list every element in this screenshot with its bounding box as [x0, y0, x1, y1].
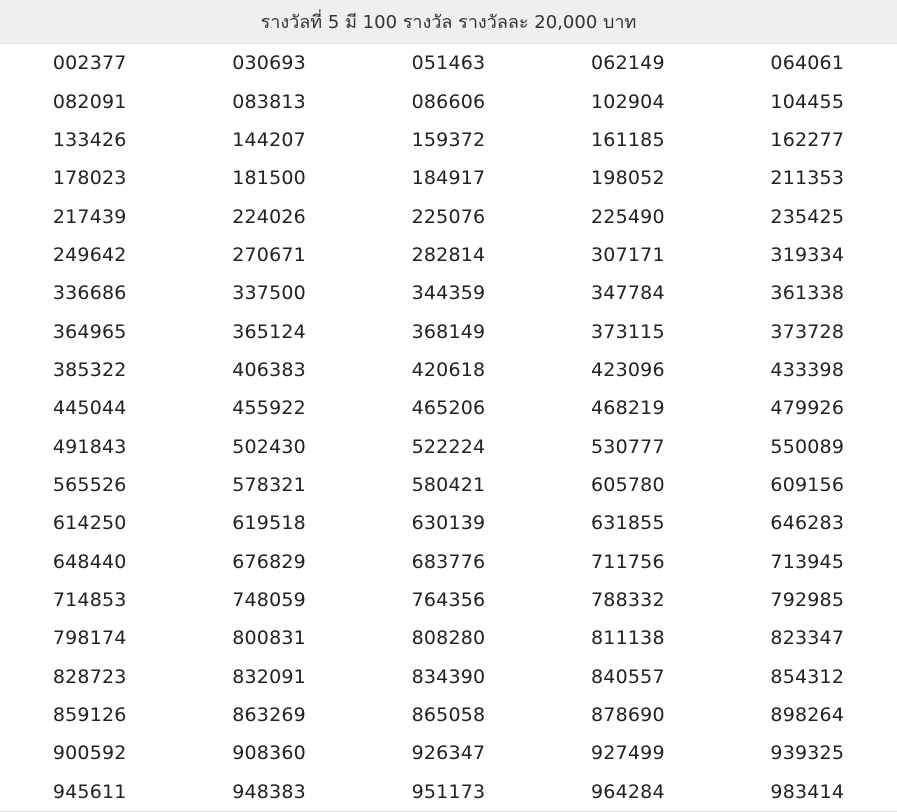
prize-number-row	[0, 159, 897, 197]
prize-number: 748059	[232, 588, 306, 611]
prize-number-row	[0, 619, 897, 657]
prize-number: 764356	[411, 588, 486, 611]
prize-number: 319334	[770, 243, 845, 266]
prize-number: 270671	[232, 243, 306, 266]
prize-number: 865058	[411, 704, 486, 727]
prize-number: 479926	[770, 397, 845, 420]
prize-number: 800831	[232, 627, 306, 650]
prize-number: 249642	[52, 243, 127, 266]
prize-number: 161185	[591, 128, 665, 151]
prize-number: 878690	[591, 704, 665, 727]
prize-number: 491843	[52, 435, 127, 458]
prize-number: 788332	[591, 588, 665, 611]
prize-number: 614250	[52, 512, 127, 535]
prize-number: 676829	[232, 550, 306, 573]
prize-number-row	[0, 542, 897, 580]
prize-number: 898264	[770, 704, 845, 727]
prize-number: 580421	[411, 473, 486, 496]
prize-number: 178023	[52, 167, 127, 190]
prize-number-row	[0, 773, 897, 811]
prize-number: 619518	[232, 512, 306, 535]
prize-number: 104455	[770, 90, 845, 113]
prize-number: 854312	[770, 665, 845, 688]
prize-number: 420618	[411, 358, 486, 381]
prize-number: 423096	[591, 358, 665, 381]
prize-number: 373728	[770, 320, 845, 343]
prize-number: 361338	[770, 282, 845, 305]
prize-number: 433398	[770, 358, 845, 381]
prize-number: 863269	[232, 704, 306, 727]
prize-number: 368149	[411, 320, 486, 343]
prize-number: 926347	[411, 742, 486, 765]
prize-number: 808280	[411, 627, 486, 650]
prize-number-row	[0, 696, 897, 734]
prize-number: 900592	[52, 742, 127, 765]
prize-number-row	[0, 351, 897, 389]
prize-number: 465206	[411, 397, 486, 420]
prize-number: 336686	[52, 282, 127, 305]
prize-number-row	[0, 197, 897, 235]
prize-number: 502430	[232, 435, 306, 458]
prize-number: 385322	[52, 358, 127, 381]
prize-number: 144207	[232, 128, 306, 151]
prize-number: 445044	[52, 397, 127, 420]
prize-number: 225490	[591, 205, 665, 228]
prize-number: 468219	[591, 397, 665, 420]
prize-number: 224026	[232, 205, 306, 228]
prize-number-row	[0, 121, 897, 159]
prize-number: 133426	[52, 128, 127, 151]
prize-number-row	[0, 734, 897, 772]
prize-number: 713945	[770, 550, 845, 573]
prize-number-row	[0, 466, 897, 504]
prize-number: 823347	[770, 627, 845, 650]
prize-number: 198052	[591, 167, 665, 190]
prize-number: 859126	[52, 704, 127, 727]
prize-number: 235425	[770, 205, 845, 228]
prize-number: 102904	[591, 90, 665, 113]
prize-number: 605780	[591, 473, 665, 496]
prize-number: 711756	[591, 550, 665, 573]
prize-number: 307171	[591, 243, 665, 266]
prize-number: 344359	[411, 282, 486, 305]
prize-number: 646283	[770, 512, 845, 535]
prize-number: 455922	[232, 397, 306, 420]
prize-number: 927499	[591, 742, 665, 765]
prize-number: 648440	[52, 550, 127, 573]
prize-number: 908360	[232, 742, 306, 765]
prize-number: 840557	[591, 665, 665, 688]
prize-number: 939325	[770, 742, 845, 765]
prize-number: 798174	[52, 627, 127, 650]
prize-number: 964284	[591, 780, 665, 803]
prize-number: 225076	[411, 205, 486, 228]
prize-number: 834390	[411, 665, 486, 688]
prize-number: 083813	[232, 90, 306, 113]
prize-number: 062149	[591, 52, 665, 75]
prize-number: 578321	[232, 473, 306, 496]
prize-number: 159372	[411, 128, 486, 151]
prize-number: 347784	[591, 282, 665, 305]
prize-number: 792985	[770, 588, 845, 611]
prize-number: 714853	[52, 588, 127, 611]
prize-number: 550089	[770, 435, 845, 458]
prize-number: 082091	[52, 90, 127, 113]
prize-number-row	[0, 504, 897, 542]
prize-number: 181500	[232, 167, 306, 190]
prize-number: 945611	[52, 780, 127, 803]
prize-number: 162277	[770, 128, 845, 151]
prize-5-title: รางวัลที่ 5 มี 100 รางวัล รางวัลละ 20,000 บาท	[0, 0, 897, 44]
prize-header-row	[0, 0, 897, 44]
prize-number: 282814	[411, 243, 486, 266]
prize-number: 030693	[232, 52, 306, 75]
prize-number: 051463	[411, 52, 486, 75]
prize-number: 951173	[411, 780, 486, 803]
prize-number: 630139	[411, 512, 486, 535]
prize-number: 811138	[591, 627, 665, 650]
prize-number-row	[0, 312, 897, 350]
prize-number: 217439	[52, 205, 127, 228]
prize-number-row	[0, 658, 897, 696]
prize-number-row	[0, 581, 897, 619]
prize-number: 184917	[411, 167, 486, 190]
prize-number-row	[0, 274, 897, 312]
prize-number-row	[0, 82, 897, 120]
prize-number: 364965	[52, 320, 127, 343]
prize-number: 365124	[232, 320, 306, 343]
prize-number: 064061	[770, 52, 845, 75]
prize-number: 211353	[770, 167, 845, 190]
prize-number: 002377	[52, 52, 127, 75]
prize-number: 406383	[232, 358, 306, 381]
prize-number: 565526	[52, 473, 127, 496]
prize-number: 522224	[411, 435, 486, 458]
prize-numbers-body	[0, 44, 897, 811]
prize-number-row	[0, 44, 897, 83]
prize-number: 609156	[770, 473, 845, 496]
prize-number-row	[0, 236, 897, 274]
prize-number: 086606	[411, 90, 486, 113]
prize-number: 373115	[591, 320, 665, 343]
prize-number: 683776	[411, 550, 486, 573]
prize-number-row	[0, 427, 897, 465]
prize-number: 530777	[591, 435, 665, 458]
prize-number: 337500	[232, 282, 306, 305]
prize-number: 948383	[232, 780, 306, 803]
prize-number: 832091	[232, 665, 306, 688]
prize-number: 631855	[591, 512, 665, 535]
prize-number-row	[0, 389, 897, 427]
prize-number: 828723	[52, 665, 127, 688]
prize-number: 983414	[770, 780, 845, 803]
